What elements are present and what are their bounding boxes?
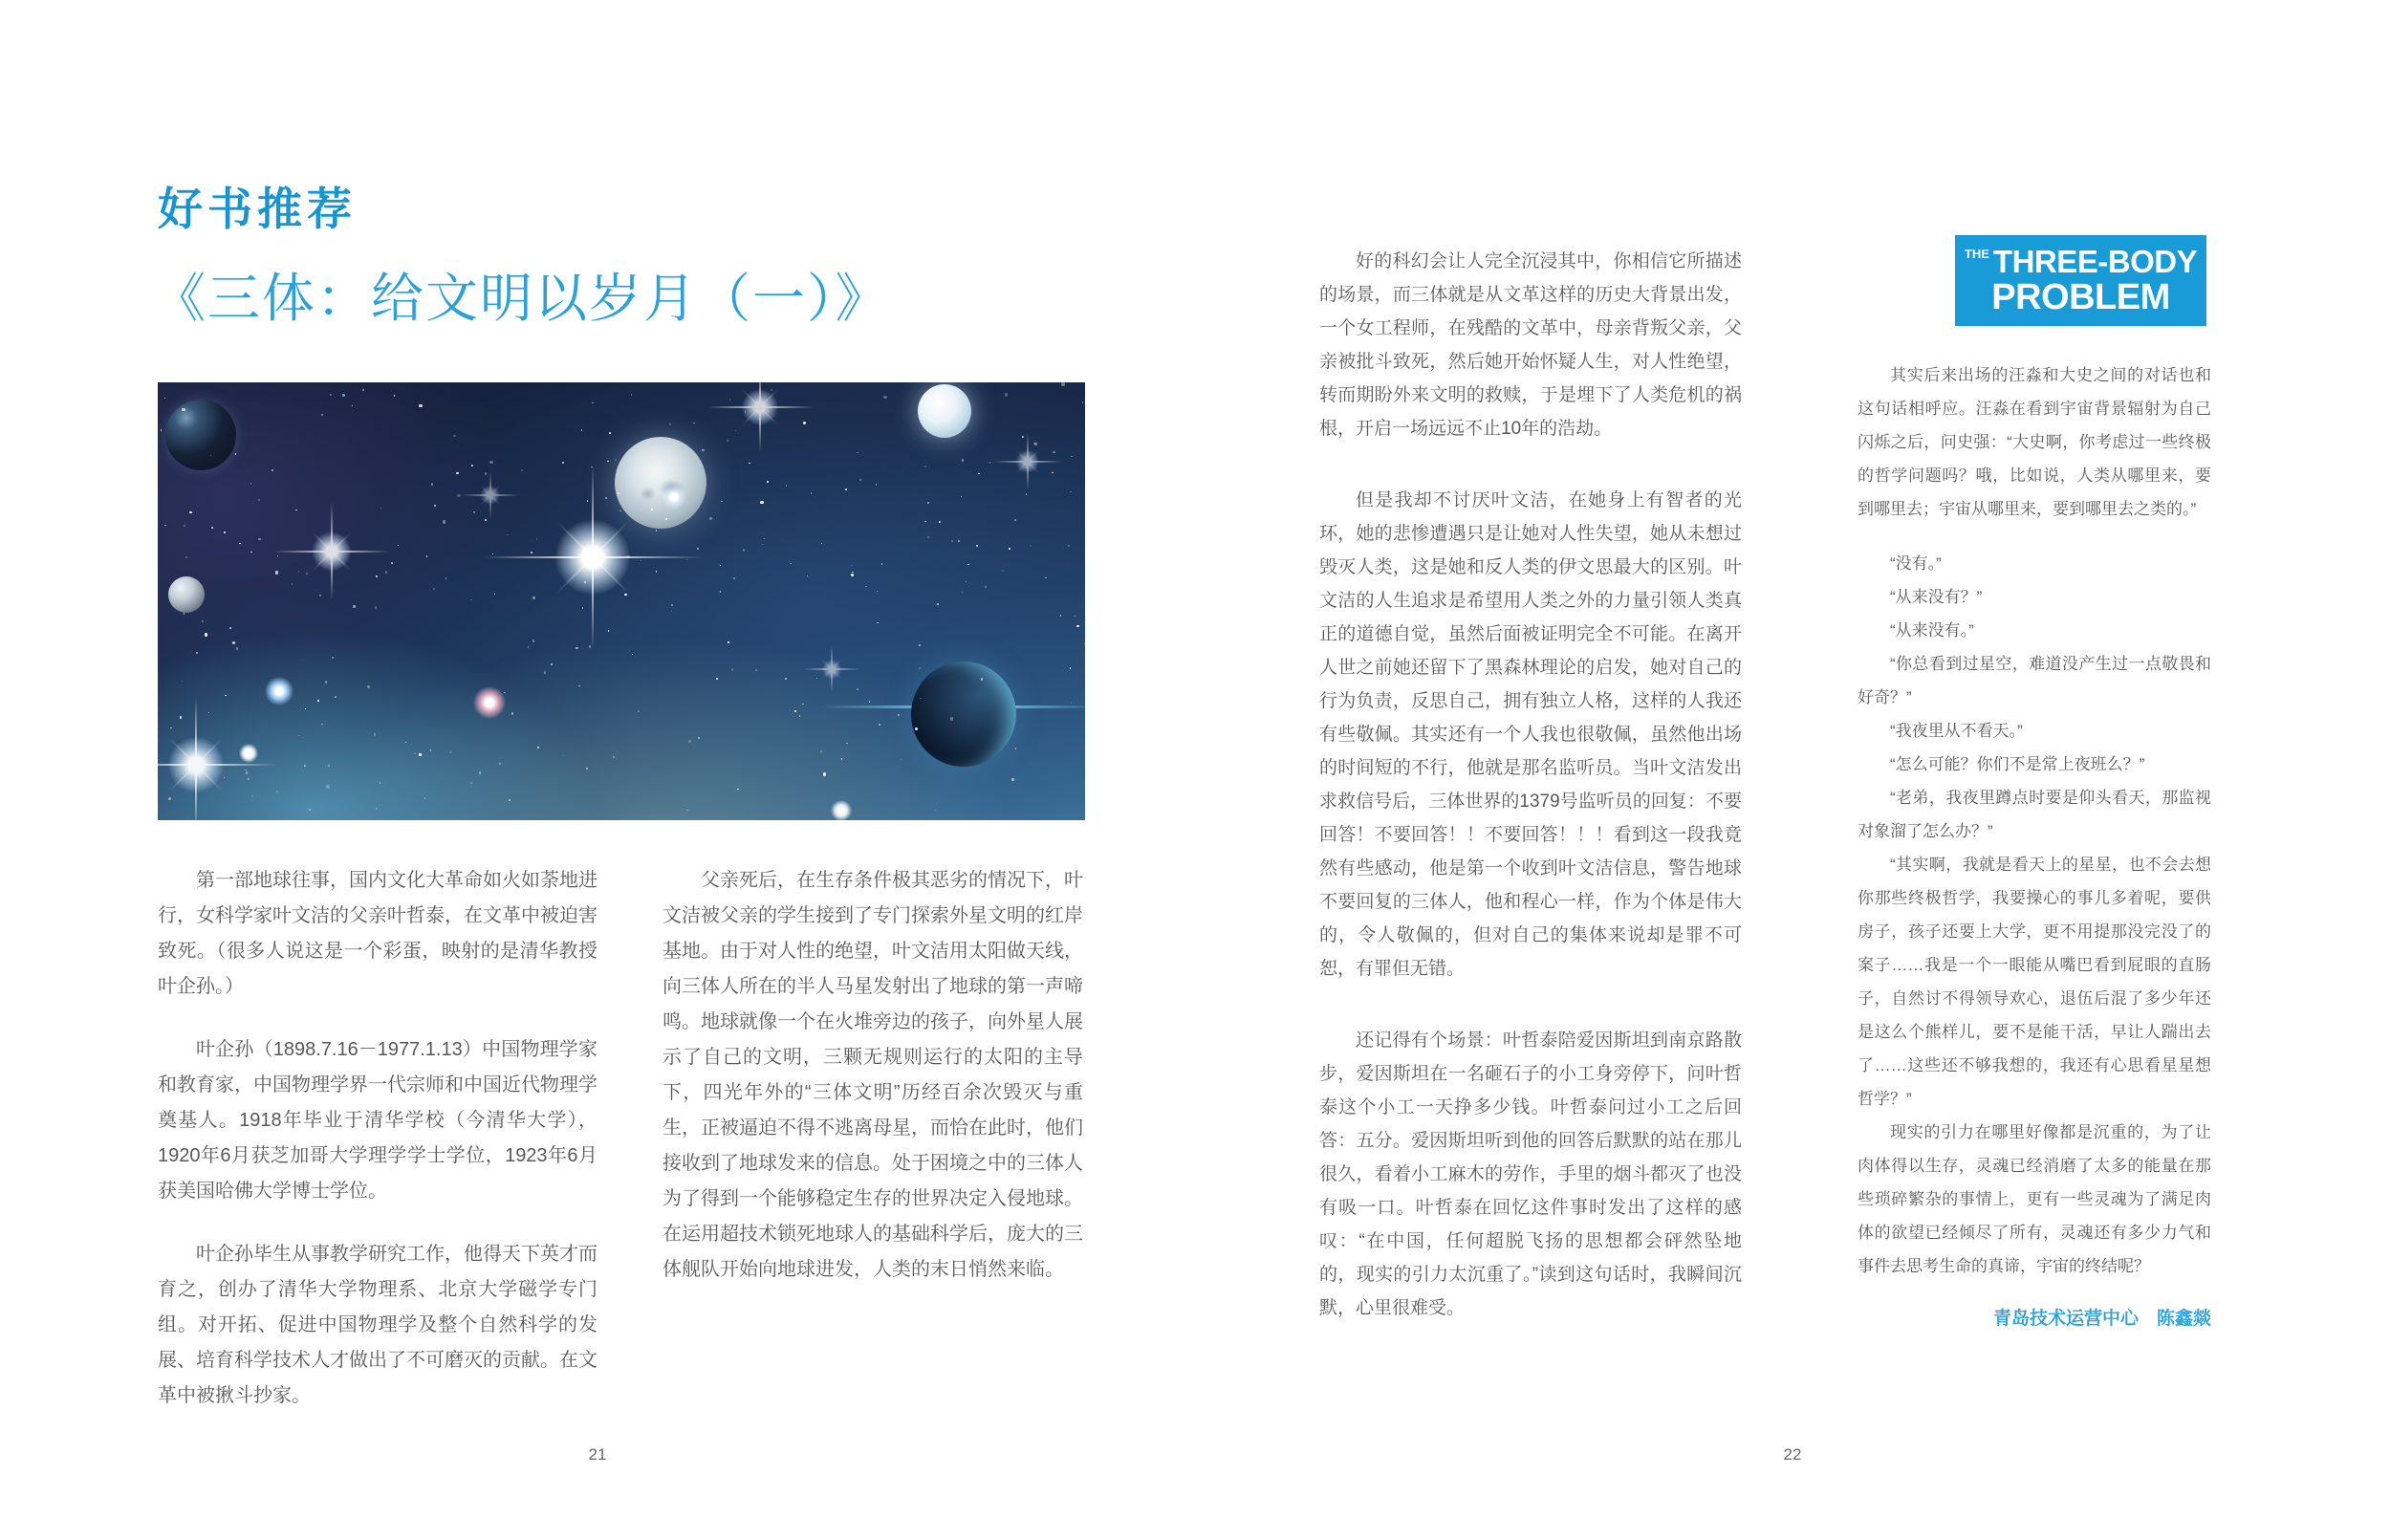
logo-line-1: [1965, 246, 2197, 277]
dialog-line: “老弟，我夜里蹲点时要是仰头看天，那监视对象溜了怎么办？”: [1858, 789, 2211, 840]
paragraph: 还记得有个场景：叶哲泰陪爱因斯坦到南京路散步，爱因斯坦在一名砸石子的小工身旁停下，问叶哲泰这个小工一天挣多少钱。叶哲泰问过小工之后回答：五分。爱因斯坦听到他的回答后默默的站在那儿很久，看着小工麻木的劳作，手里的烟斗都灭了也没有吸一口。叶哲泰在回忆这件事时发出了这样的感叹：“在中国，任何超脱飞扬的思想都会砰然坠地的，现实的引力太沉重了。”读到这句话时，我瞬间沉默，心里很难受。: [1319, 1030, 1742, 1318]
logo-line-2: PROBLEM: [1991, 277, 2170, 317]
dialog-line: “你总看到过星空，难道没产生过一点敬畏和好奇？”: [1858, 655, 2211, 706]
right-column-1: [1319, 245, 1742, 1363]
small-moon: [168, 576, 205, 613]
dialog-line: “其实啊，我就是看天上的星星，也不会去想你那些终极哲学，我要操心的事儿多着呢，要供房子，孩子还要上大学，更不用提那没完没了的案子……我是一个一眼能从嘴巴看到屁眼的直肠子，自然讨不得领导欢心，退伍后混了多少年还是这么个熊样儿，要不是能干活，早让人踹出去了……这些还不够我想的，我还有心思看星星想哲学？”: [1858, 856, 2211, 1108]
bright-planet: [918, 384, 971, 438]
paragraph: 但是我却不讨厌叶文洁，在她身上有智者的光环，她的悲惨遭遇只是让她对人性失望，她从未想过毁灭人类，这是她和反人类的伊文思最大的区别。叶文洁的人生追求是希望用人类之外的力量引领人类真正的道德自觉，虽然后面被证明完全不可能。在离开人世之前她还留下了黑森林理论的启发，她对自己的行为负责，反思自己，拥有独立人格，这样的人我还有些敬佩。其实还有一个人我也很敬佩，虽然他出场的时间短的不行，他就是那名监听员。当叶文洁发出求救信号后，三体世界的1379号监听员的回复：不要回答！不要回答！！不要回答！！！看到这一段我竟然有些感动，他是第一个收到叶文洁信息，警告地球不要回复的三体人，他和程心一样，作为个体是伟大的，令人敬佩的，但对自己的集体来说却是罪不可恕，有罪但无错。: [1319, 490, 1742, 979]
paragraph: 其实后来出场的汪淼和大史之间的对话也和这句话相呼应。汪淼在看到宇宙背景辐射为自己闪烁之后，问史强：“大史啊，你考虑过一些终极的哲学问题吗？哦，比如说，人类从哪里来，要到哪里去；宇宙从哪里来，要到哪里去之类的。”: [1858, 366, 2211, 518]
page-number-left: 21: [588, 1445, 607, 1464]
logo-main: THREE-BODY: [1992, 244, 2198, 279]
book-title: 《三体：给文明以岁月（一）》: [153, 269, 890, 328]
right-column-2: [1858, 235, 2211, 1330]
paragraph: 父亲死后，在生存条件极其恶劣的情况下，叶文洁被父亲的学生接到了专门探索外星文明的红岸基地。由于对人性的绝望，叶文洁用太阳做天线，向三体人所在的半人马星发射出了地球的第一声啼鸣。地球就像一个在火堆旁边的孩子，向外星人展示了自己的文明，三颗无规则运行的太阳的主导下，四光年外的“三体文明”历经百余次毁灭与重生，正被逼迫不得不逃离母星，而恰在此时，他们接收到了地球发来的信息。处于困境之中的三体人为了得到一个能够稳定生存的世界决定入侵地球。在运用超技术锁死地球人的基础科学后，庞大的三体舰队开始向地球进发，人类的末日悄然来临。: [663, 870, 1083, 1280]
paragraph: 好的科幻会让人完全沉浸其中，你相信它所描述的场景，而三体就是从文革这样的历史大背景出发，一个女工程师，在残酷的文革中，母亲背叛父亲，父亲被批斗致死，然后她开始怀疑人生，对人性绝望，转而期盼外来文明的救赎，于是埋下了人类危机的祸根，开启一场远远不止10年的浩劫。: [1319, 251, 1742, 439]
dialog-line: “从来没有？”: [1890, 588, 1983, 606]
left-column-2: [663, 863, 1083, 1442]
dialog-line: “从来没有。”: [1890, 621, 1974, 640]
section-title: 好书推荐: [158, 184, 357, 234]
dark-crescent-planet: [165, 400, 236, 470]
author-credit: 青岛技术运营中心 陈鑫燚: [1992, 1309, 2211, 1329]
page-right: [1195, 0, 2390, 1540]
paragraph: 叶企孙毕生从事教学研究工作，他得天下英才而育之，创办了清华大学物理系、北京大学磁学专门组。对开拓、促进中国物理学及整个自然科学的发展、培育科学技术人才做出了不可磨灭的贡献。在文革中被揪斗抄家。: [158, 1244, 598, 1406]
logo-the: THE: [1964, 247, 1989, 261]
dialog-line: “怎么可能？你们不是常上夜班么？”: [1890, 755, 2145, 773]
three-body-problem-logo: [1955, 235, 2206, 326]
page-number-right: 22: [1783, 1445, 1802, 1464]
paragraph: 第一部地球往事，国内文化大革命如火如荼地进行，女科学家叶文洁的父亲叶哲泰，在文革中被迫害致死。（很多人说这是一个彩蛋，映射的是清华教授叶企孙。）: [158, 870, 598, 997]
paragraph: 叶企孙（1898.7.16－1977.1.13）中国物理学家和教育家，中国物理学界一代宗师和中国近代物理学奠基人。1918年毕业于清华学校（今清华大学），1920年6月获芝加哥大学理学学士学位，1923年6月获美国哈佛大学博士学位。: [158, 1039, 598, 1202]
paragraph: 现实的引力在哪里好像都是沉重的，为了让肉体得以生存，灵魂已经消磨了太多的能量在那些琐碎繁杂的事情上，更有一些灵魂为了满足肉体的欲望已经倾尽了所有，灵魂还有多少力气和事件去思考生命的真谛，宇宙的终结呢？: [1858, 1123, 2211, 1275]
left-page-body: [158, 863, 1083, 1442]
dialog-line: “我夜里从不看天。”: [1890, 722, 2023, 740]
dark-rim-planet: [911, 662, 1016, 767]
left-column-1: [158, 863, 598, 1442]
starfield-illustration: [158, 382, 1085, 820]
dialog-line: “没有。”: [1890, 554, 1942, 573]
